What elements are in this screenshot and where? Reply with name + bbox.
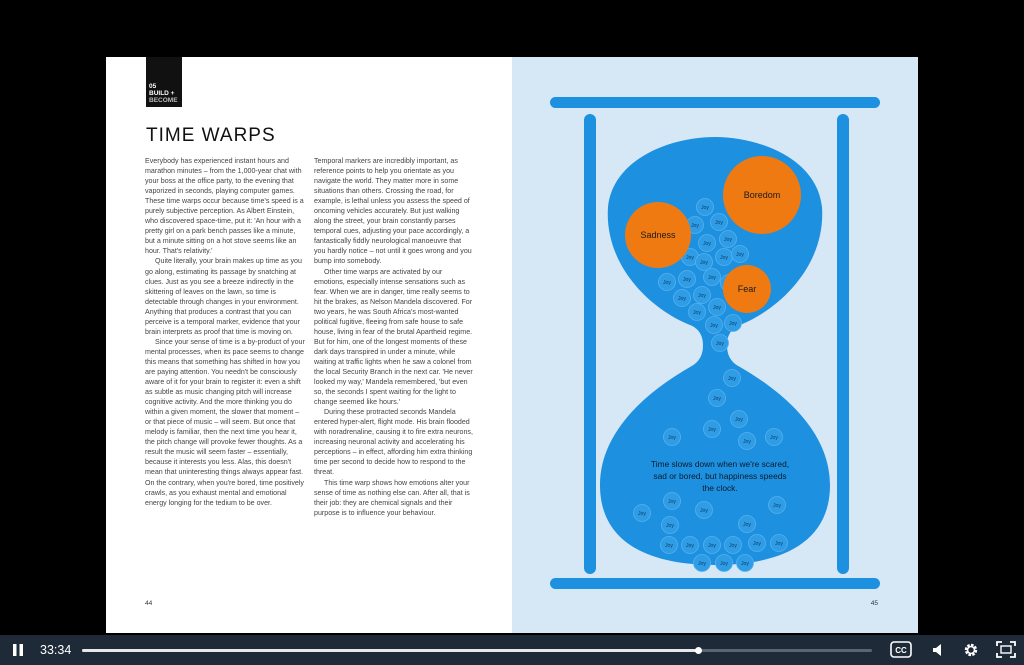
paragraph: Other time warps are activated by our emotions, especially intense sensations such as fear. When we are in danger, time really seems to hit the brakes, as Nelson Mandela discovered. For two years, he was South Africa's most-wanted political fugitive, fleeing from safe house to safe house, living in fear of the brutal Apartheid regime. But for him, one of the longest moments of these dark days transpired in under a minute, while waiting at traffic lights when he saw a colonel from the local Security Branch in the next car. 'He never looked my way,' Mandela remembered, 'but even so, the seconds I spent waiting for the light to change seemed like hours.' [314,267,473,407]
joy-bubble [711,214,728,231]
joy-label: Joy [714,220,724,226]
chapter-number: 05 [149,83,157,90]
joy-bubble [709,299,726,316]
joy-label: Joy [665,523,675,529]
paragraph: During these protracted seconds Mandela entered hyper-alert, flight mode. His brain flooded with noradrenaline, causing it to fire extra neurons, increasing neuronal activity and accelerating his perceptions – in effect, affording him extra thinking time per second to decide how to respond to the threat. [314,408,473,477]
joy-label: Joy [692,310,702,316]
joy-bubble [699,235,716,252]
joy-label: Joy [719,561,729,567]
joy-bubble [664,429,681,446]
joy-bubble [697,199,714,216]
joy-label: Joy [740,561,750,567]
chapter-tab [146,57,182,107]
joy-bubble [725,315,742,332]
joy-label: Joy [664,543,674,549]
joy-label: Joy [707,543,717,549]
joy-label: Joy [774,541,784,547]
joy-label: Joy [769,435,779,441]
paragraph: This time warp shows how emotions alter your sense of time as nothing else can. After all, that is their job: they are chemical signals and their purpose is to influence your behaviour. [314,478,470,517]
joy-label: Joy [697,293,707,299]
joy-label: Joy [700,205,710,211]
emotion-label-fear: Fear [737,284,757,294]
joy-label: Joy [667,499,677,505]
article-title: TIME WARPS [146,125,276,146]
joy-bubble [771,535,788,552]
joy-label: Joy [707,275,717,281]
pause-icon[interactable] [12,644,24,656]
closed-captions-icon[interactable] [890,641,912,658]
joy-label: Joy [735,252,745,258]
volume-icon[interactable] [932,644,944,656]
chapter-line2: BECOME [149,97,178,104]
video-player-controls [0,635,1024,665]
joy-label: Joy [734,417,744,423]
joy-bubble [696,502,713,519]
joy-label: Joy [715,341,725,347]
joy-bubble [732,246,749,263]
joy-bubble [694,287,711,304]
joy-label: Joy [699,508,709,514]
joy-label: Joy [712,396,722,402]
joy-label: Joy [712,305,722,311]
paragraph: Quite literally, your brain makes up time as you go along, estimating its passage by snatching at clues. Just as you see a breeze indirectly in the skittering of leaves on the lawn, so time is detectable through changes in your environment. Anything that produces a contrast that you can perceive is a temporal marker, evidence that your brain interprets as proof that time is moving on. [145,257,302,336]
chapter-line1: BUILD + [149,90,175,97]
joy-bubble [706,317,723,334]
paragraph: Temporal markers are incredibly important, as reference points to help you orientate as you navigate the world. They matter more in some situations than others. Crossing the road, for example, is lethal unless you assess the speed of oncoming vehicles accurately. But just walking along the street, your brain constantly parses temporal cues, adjusting your pace accordingly, a fantastically fiddly neurological manoeuvre that you hardly notice – not until it goes wrong and you bump into somebody. [314,157,472,266]
fullscreen-icon[interactable] [996,641,1016,658]
caption-line-3: the clock. [702,483,738,493]
hourglass-illustration [512,57,918,633]
joy-bubble [724,370,741,387]
joy-bubble [694,555,711,572]
caption-line-1: Time slows down when we're scared, [650,459,790,469]
joy-label: Joy [682,277,692,283]
emotion-label-boredom: Boredom [743,190,781,200]
page-number-right: 45 [870,600,878,607]
joy-label: Joy [685,543,695,549]
joy-label: Joy [707,427,717,433]
hourglass-top-bar [550,97,880,108]
text-column-2 [314,156,474,518]
joy-label: Joy [719,255,729,261]
joy-label: Joy [690,223,700,229]
joy-bubble [769,497,786,514]
joy-label: Joy [723,237,733,243]
joy-label: Joy [677,296,687,302]
joy-bubble [662,517,679,534]
joy-bubble [664,493,681,510]
book-spread [106,57,918,633]
joy-label: Joy [752,541,762,547]
joy-label: Joy [685,255,695,261]
joy-label: Joy [697,561,707,567]
current-time: 33:34 [40,643,72,657]
joy-bubble [739,516,756,533]
joy-label: Joy [662,280,672,286]
paragraph: Everybody has experienced instant hours and marathon minutes – from the 1,000-year chat with your boss at the office party, to the evening that vaporized in seconds, playing computer games. These time warps occur because time's speed is a purely subjective perception. As Albert Einstein, who discovered space-time, put it: 'An hour with a pretty girl on a park bench passes like a minute, but a minute sitting on a hot stove seems like an hour. That's relativity.' [145,157,304,256]
emotion-label-sadness: Sadness [640,230,676,240]
joy-bubble [682,537,699,554]
joy-label: Joy [742,522,752,528]
joy-bubble [739,433,756,450]
joy-bubble [689,304,706,321]
joy-bubble [634,505,651,522]
joy-bubble [731,411,748,428]
text-column-1 [145,156,305,508]
settings-icon[interactable] [962,641,980,659]
progress-handle[interactable] [695,647,702,654]
joy-label: Joy [772,503,782,509]
joy-bubble [696,254,713,271]
caption-line-2: sad or bored, but happiness speeds [653,471,787,481]
joy-bubble [674,290,691,307]
joy-label: Joy [728,321,738,327]
joy-bubble [704,269,721,286]
joy-label: Joy [728,543,738,549]
joy-bubble [749,535,766,552]
hourglass-bottom-bar [550,578,880,589]
joy-bubble [659,274,676,291]
joy-label: Joy [667,435,677,441]
page-number-left: 44 [145,600,153,607]
joy-bubble [661,537,678,554]
progress-fill [82,649,698,652]
joy-bubble [716,555,733,572]
joy-label: Joy [709,323,719,329]
joy-bubble [720,231,737,248]
joy-label: Joy [637,511,647,517]
hourglass-left-post [584,114,596,574]
joy-label: Joy [727,376,737,382]
joy-bubble [766,429,783,446]
hourglass-right-post [837,114,849,574]
joy-label: Joy [742,439,752,445]
svg-text:CC: CC [895,646,907,655]
joy-bubble [704,421,721,438]
joy-bubble [712,335,729,352]
joy-bubble [709,390,726,407]
joy-bubble [679,271,696,288]
joy-bubble [704,537,721,554]
joy-bubble [716,249,733,266]
joy-bubble [725,537,742,554]
joy-bubble [737,555,754,572]
left-page [106,57,512,633]
progress-bar[interactable] [82,649,872,652]
joy-label: Joy [702,241,712,247]
right-page [512,57,918,633]
paragraph: Since your sense of time is a by-product of your mental processes, when its pace seems to change this means that something has shifted in how you are paying attention. You needn't be consciously aware of it for your brain to register it: even a shift as subtle as music changing pitch will increase cognitive activity. And the more thinking you do within a given moment, the slower that moment – or that piece of music – will seem. But once that melody is familiar, then the next time you hear it, the pitch change will provoke fewer thoughts. As a result the music will seem faster – essentially, because it interests you less. Alas, this doesn't mean that uninteresting things always appear fast. On the contrary, when you're bored, time positively crawls, as you exhaust mental and emotional energy longing for the tedium to be over. [145,337,305,507]
joy-label: Joy [699,260,709,266]
